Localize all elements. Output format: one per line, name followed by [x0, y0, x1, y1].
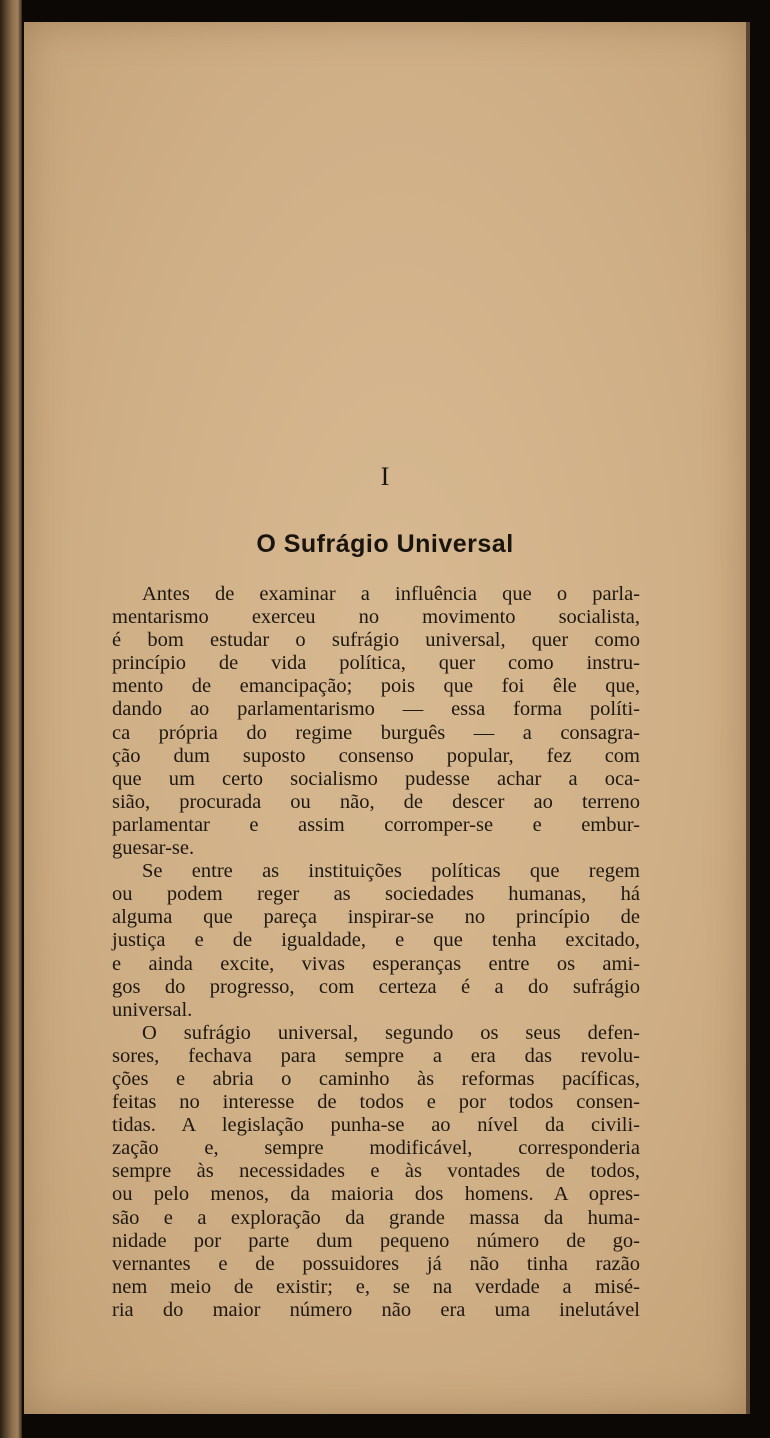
text-line: universal. — [112, 998, 193, 1021]
text-line: zação e, sempre modificável, corresponderia — [112, 1137, 640, 1160]
text-line: ção dum suposto consenso popular, fez com — [112, 744, 640, 767]
text-line: sião, procurada ou não, de descer ao terreno — [112, 790, 640, 813]
text-line: tidas. A legislação punha-se ao nível da civili- — [112, 1114, 640, 1137]
text-line: que um certo socialismo pudesse achar a oca- — [112, 767, 640, 790]
text-line: parlamentar e assim corromper-se e embur- — [112, 813, 640, 836]
text-line: princípio de vida política, quer como instru- — [112, 652, 640, 675]
text-line: gos do progresso, com certeza é a do sufrágio — [112, 975, 640, 998]
text-line: são e a exploração da grande massa da huma- — [112, 1206, 640, 1229]
text-line: ria do maior número não era uma inelutável — [112, 1298, 640, 1321]
text-line: alguma que pareça inspirar-se no princípio de — [112, 906, 640, 929]
text-line: ções e abria o caminho às reformas pacíficas, — [112, 1067, 640, 1090]
book-page — [24, 22, 746, 1414]
text-line: Se entre as instituições políticas que regem — [142, 860, 640, 883]
facing-page-edge — [0, 0, 22, 1438]
text-line: é bom estudar o sufrágio universal, quer como — [112, 629, 640, 652]
paragraph — [112, 1022, 640, 1322]
paragraph — [112, 860, 640, 1022]
text-line: e ainda excite, vivas esperanças entre os ami- — [112, 952, 640, 975]
text-line: guesar-se. — [112, 837, 195, 860]
text-line: ou podem reger as sociedades humanas, há — [112, 883, 640, 906]
text-line: ca própria do regime burguês — a consagra- — [112, 721, 640, 744]
paragraph — [112, 583, 640, 860]
text-line: sores, fechava para sempre a era das revolu- — [112, 1044, 640, 1067]
text-line: nidade por parte dum pequeno número de go- — [112, 1229, 640, 1252]
text-line: vernantes e de possuidores já não tinha razão — [112, 1252, 640, 1275]
text-line: O sufrágio universal, segundo os seus defen- — [142, 1021, 640, 1044]
text-line: feitas no interesse de todos e por todos consen- — [112, 1091, 640, 1114]
text-line: justiça e de igualdade, e que tenha excitado, — [112, 929, 640, 952]
text-line: sempre às necessidades e às vontades de todos, — [112, 1160, 640, 1183]
chapter-numeral: I — [380, 462, 390, 491]
chapter-title: O Sufrágio Universal — [256, 530, 514, 558]
text-line: mento de emancipação; pois que foi êle que, — [112, 675, 640, 698]
text-line: mentarismo exerceu no movimento socialista, — [112, 606, 640, 629]
text-line: Antes de examinar a influência que o parla- — [142, 583, 640, 605]
text-line: ou pelo menos, da maioria dos homens. A opres- — [112, 1183, 640, 1206]
chapter-body — [112, 583, 640, 1322]
text-line: dando ao parlamentarismo — essa forma políti- — [112, 698, 640, 721]
text-line: nem meio de existir; e, se na verdade a misé- — [112, 1275, 640, 1298]
